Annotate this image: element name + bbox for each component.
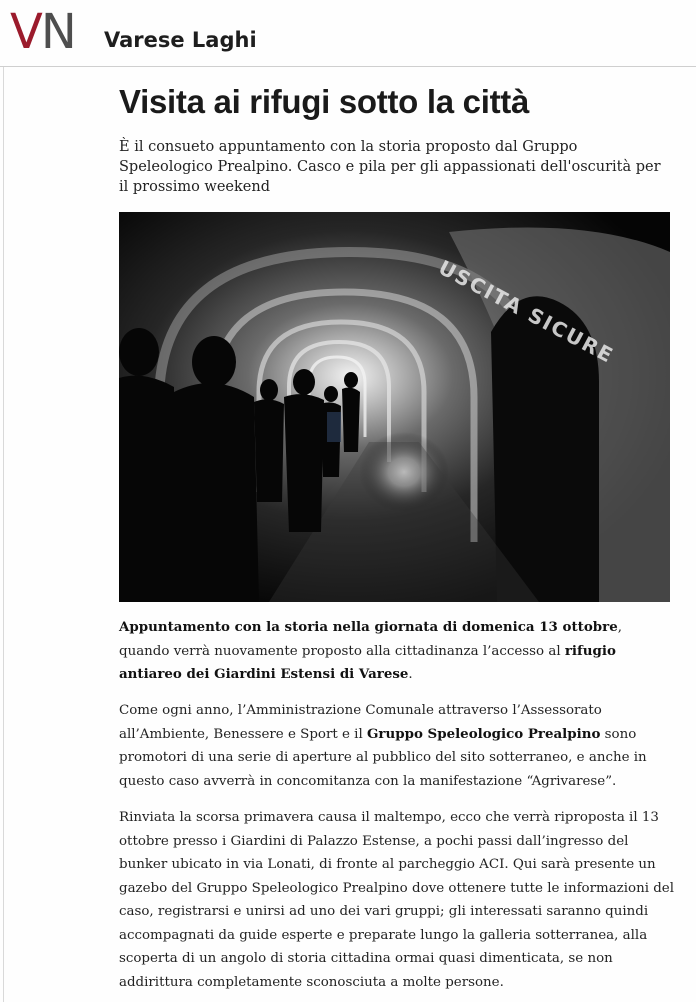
vn-logo[interactable] [10,6,75,58]
article-subtitle: È il consueto appuntamento con la storia proposto dal Gruppo Speleologico Prealpino. Casco e pila per gli appassionati dell'oscurità per il prossimo weekend [119,139,661,195]
header-bar [0,0,696,67]
paragraph-1 [119,616,675,687]
p1-text: , quando verrà nuovamente proposto alla cittadinanza l’accesso al [119,620,622,659]
p1-bold-date: Appuntamento con la storia nella giornata di domenica 13 ottobre [119,619,618,635]
p1-bold-place: rifugio antiareo dei Giardini Estensi di Varese [119,642,616,682]
p2-text: Come ogni anno, l’Amministrazione Comunale attraverso l’Assessorato all’Ambiente, Benessere e Sport e il [119,703,602,742]
scan-margin-line [3,66,4,1002]
paragraph-2 [119,699,675,793]
p1-end: . [408,667,413,682]
tunnel-illustration [119,212,670,602]
logo-letter-n: N [40,4,75,60]
article-title: Visita ai rifugi sotto la città [119,83,530,120]
p2-bold-group: Gruppo Speleologico Prealpino [367,725,601,742]
article-photo [119,212,670,602]
p2-text-end: sono promotori di una serie di aperture al pubblico del sito sotterraneo, e anche in questo caso avverrà in concomitanza con la manifestazione “Agrivarese”. [119,726,647,789]
section-title[interactable]: Varese Laghi [104,28,257,52]
paragraph-3: Rinviata la scorsa primavera causa il maltempo, ecco che verrà riproposta il 13 ottobre presso i Giardini di Palazzo Estense, a pochi passi dall’ingresso del bunker ubicato in via Lonati, di fronte al parcheggio ACI. Qui sarà presente un gazebo del Gruppo Speleologico Prealpino dove ottenere tutte le informazioni del caso, registrarsi e unirsi ad uno dei vari gruppi; gli interessati saranno quindi accompagnati da guide esperte e preparate lungo la galleria sotterranea, alla scoperta di un angolo di storia cittadina ormai quasi dimenticata, se non addirittura completamente sconosciuta a molte persone. [119,810,675,990]
logo-letter-v: V [10,4,41,60]
wall-stencil-text: USCITA SICURE [434,255,619,369]
